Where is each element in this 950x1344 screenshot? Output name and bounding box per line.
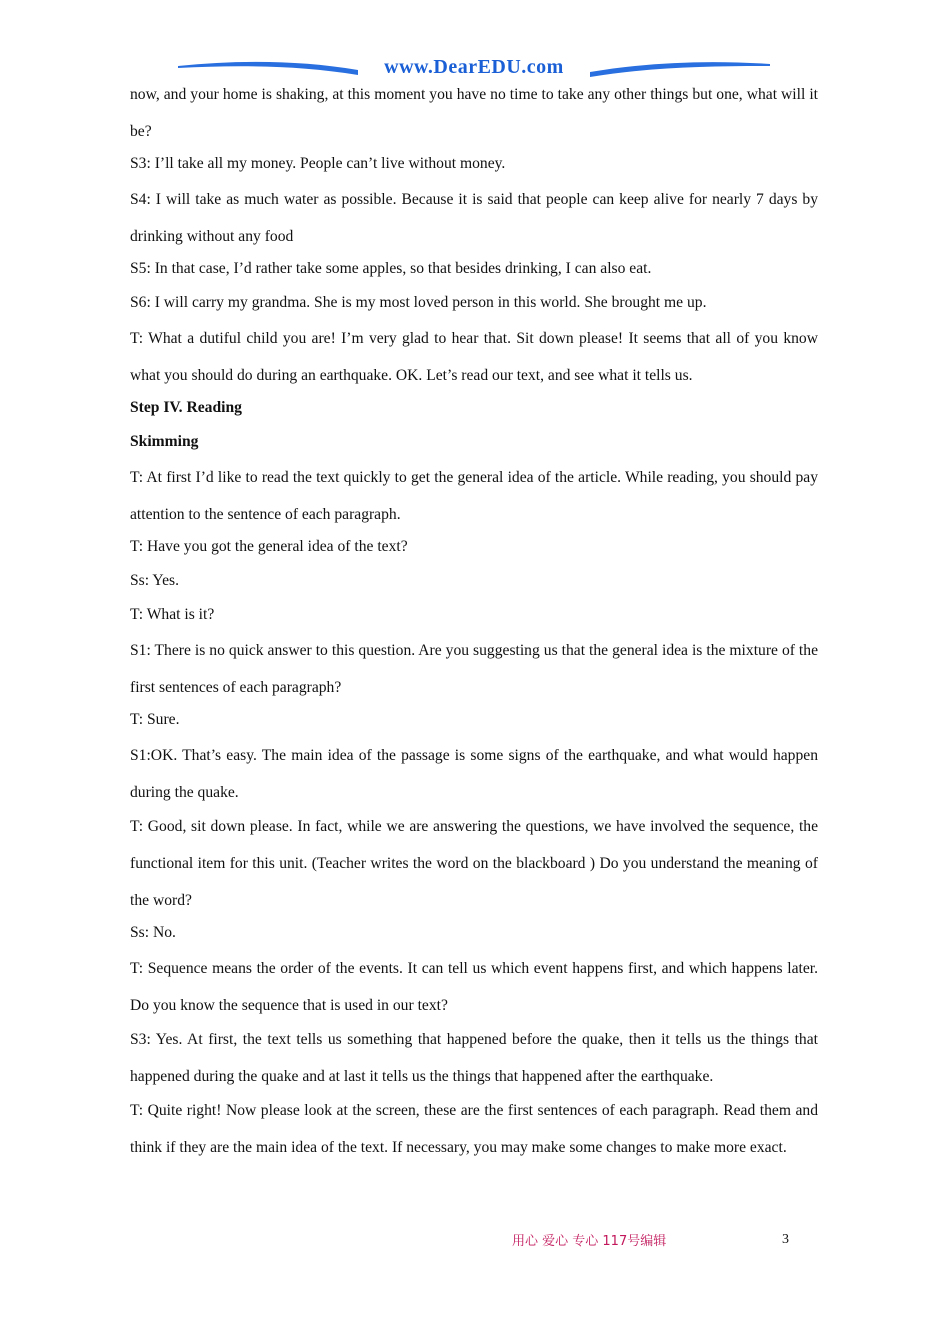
dialogue-paragraph: S3: I’ll take all my money. People can’t live without money. <box>130 155 506 172</box>
page-number: 3 <box>782 1232 789 1247</box>
section-heading: Step IV. Reading <box>130 399 242 416</box>
dialogue-paragraph: T: Good, sit down please. In fact, while we are answering the questions, we have involved the sequence, the functional item for this unit. (Teacher writes the word on the blackboard ) Do you understand the meaning of the word? <box>130 818 818 909</box>
dialogue-paragraph: S1:OK. That’s easy. The main idea of the passage is some signs of the earthquake, and what would happen during the quake. <box>130 747 818 801</box>
dialogue-paragraph: S1: There is no quick answer to this question. Are you suggesting us that the general idea is the mixture of the first sentences of each paragraph? <box>130 642 818 696</box>
dialogue-paragraph: T: What is it? <box>130 606 215 623</box>
dialogue-paragraph: S5: In that case, I’d rather take some apples, so that besides drinking, I can also eat. <box>130 260 652 277</box>
site-logo-text[interactable]: www.DearEDU.com <box>384 56 564 78</box>
dialogue-paragraph: now, and your home is shaking, at this moment you have no time to take any other things but one, what will it be? <box>130 86 818 140</box>
dialogue-paragraph: T: Have you got the general idea of the text? <box>130 538 408 555</box>
dialogue-paragraph: T: Quite right! Now please look at the screen, these are the first sentences of each paragraph. Read them and think if they are the main idea of the text. If necessary, you may make some changes to make more exact. <box>130 1102 818 1156</box>
footer-note: 用心 爱心 专心 117号编辑 <box>512 1234 667 1249</box>
dialogue-paragraph: S4: I will take as much water as possible. Because it is said that people can keep alive for nearly 7 days by drinking without any food <box>130 191 818 245</box>
dialogue-paragraph: Ss: Yes. <box>130 572 179 589</box>
dialogue-paragraph: S6: I will carry my grandma. She is my most loved person in this world. She brought me up. <box>130 294 707 311</box>
dialogue-paragraph: T: Sequence means the order of the events. It can tell us which event happens first, and which happens later. Do you know the sequence that is used in our text? <box>130 960 818 1014</box>
dialogue-paragraph: T: At first I’d like to read the text quickly to get the general idea of the article. While reading, you should pay attention to the sentence of each paragraph. <box>130 469 818 523</box>
dialogue-paragraph: T: Sure. <box>130 711 180 728</box>
dialogue-paragraph: S3: Yes. At first, the text tells us something that happened before the quake, then it tells us the things that happened during the quake and at last it tells us the things that happened after the earthquake. <box>130 1031 818 1085</box>
section-heading: Skimming <box>130 433 199 450</box>
document-body <box>130 76 818 1163</box>
dialogue-paragraph: Ss: No. <box>130 924 176 941</box>
dialogue-paragraph: T: What a dutiful child you are! I’m very glad to hear that. Sit down please! It seems that all of you know what you should do during an earthquake. OK. Let’s read our text, and see what it tells us. <box>130 330 818 384</box>
